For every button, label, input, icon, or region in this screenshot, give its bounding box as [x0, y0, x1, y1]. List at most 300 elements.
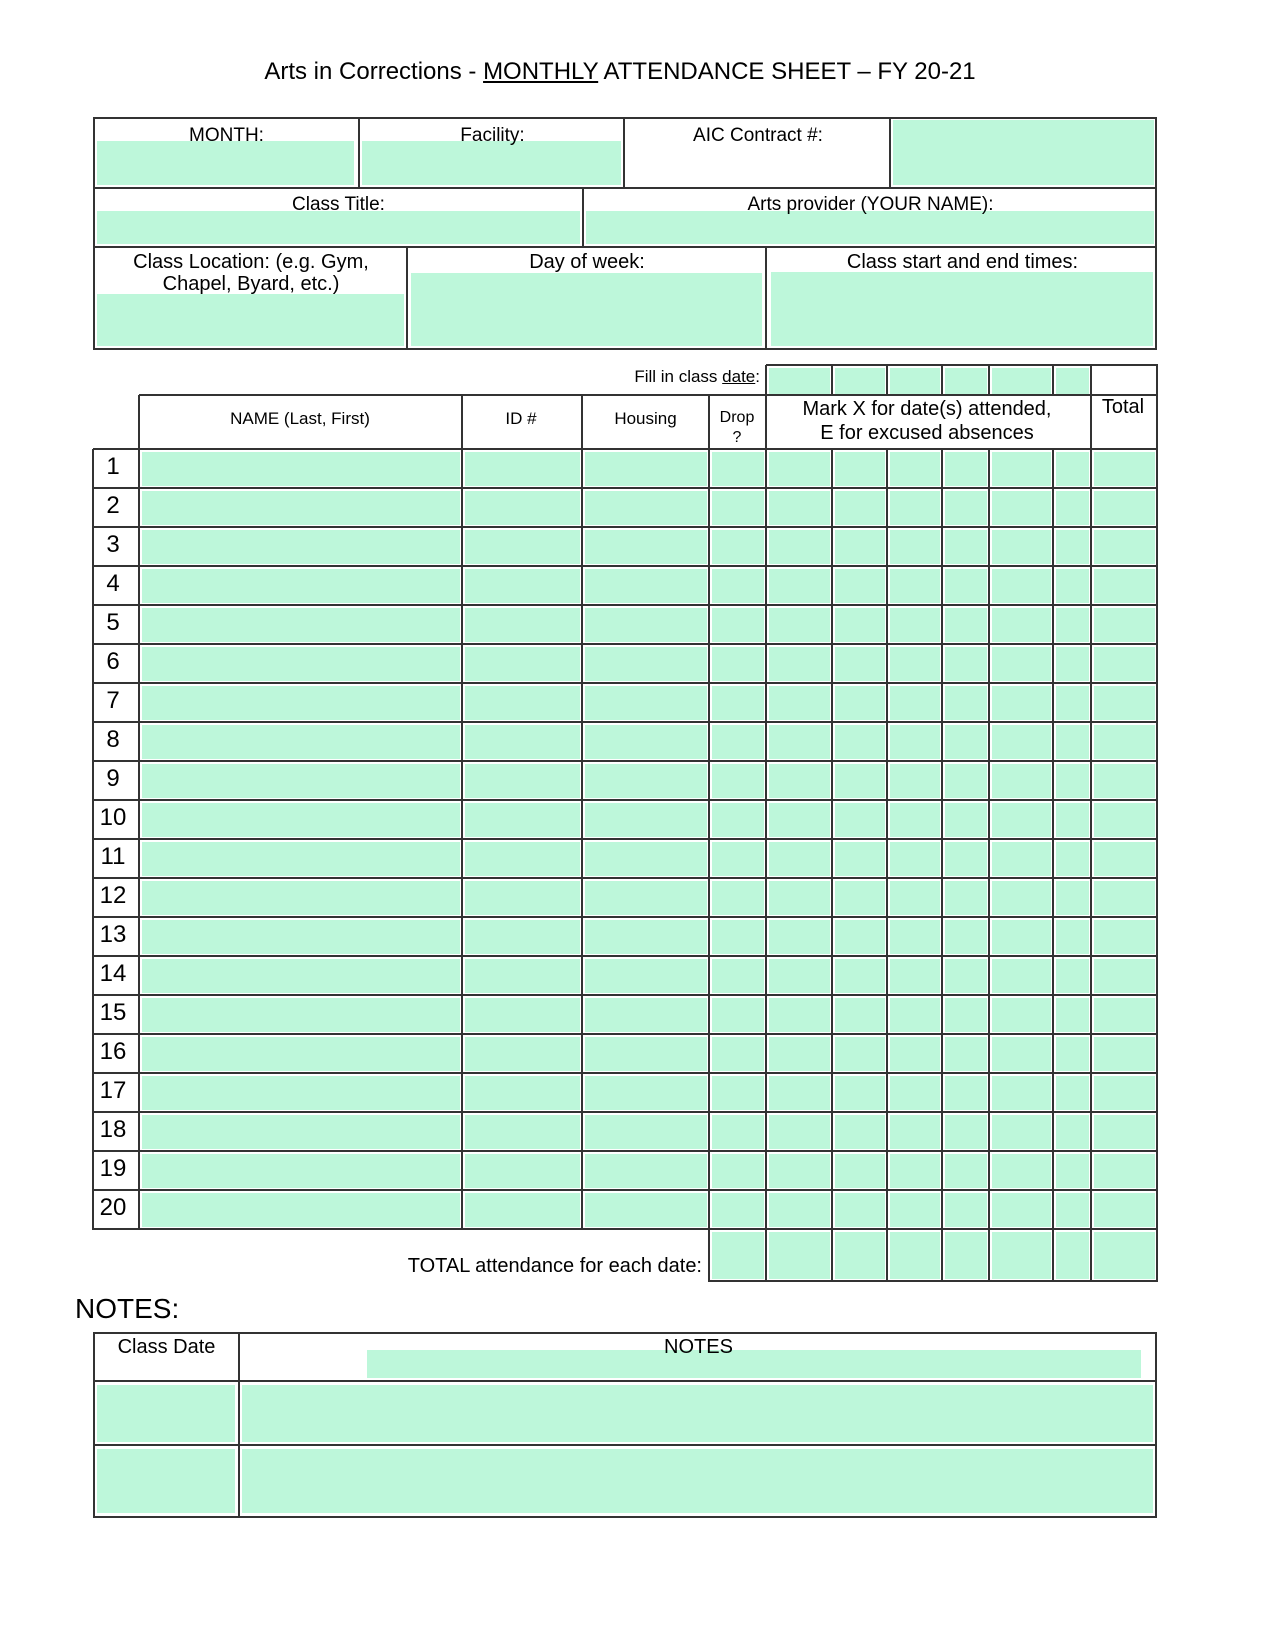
cell-drop[interactable] [712, 530, 764, 564]
cell-date-6[interactable] [1056, 959, 1089, 993]
grid-line [886, 449, 888, 1230]
row-number: 14 [99, 960, 127, 987]
cell-date-4[interactable] [945, 491, 987, 525]
cell-name[interactable] [142, 491, 460, 525]
cell-drop[interactable] [712, 452, 764, 486]
cell-date-4[interactable] [945, 686, 987, 720]
cell-date-4[interactable] [945, 959, 987, 993]
cell-total[interactable] [1094, 920, 1155, 954]
cell-date-2[interactable] [835, 530, 885, 564]
grid-line [765, 365, 767, 396]
col-header-name: NAME (Last, First) [230, 409, 370, 428]
cell-date-6[interactable] [1056, 647, 1089, 681]
grid-line [93, 955, 1158, 957]
cell-housing[interactable] [585, 725, 707, 759]
cell-id[interactable] [465, 1037, 580, 1071]
cell-housing[interactable] [585, 608, 707, 642]
cell-drop[interactable] [712, 1037, 764, 1071]
divider [406, 246, 408, 350]
cell-date-5[interactable] [992, 1115, 1051, 1149]
cell-date-1[interactable] [769, 1154, 830, 1188]
cell-date-2[interactable] [835, 608, 885, 642]
row-number: 4 [106, 570, 120, 597]
cell-drop[interactable] [712, 920, 764, 954]
grid-line [93, 760, 1158, 762]
cell-name[interactable] [142, 608, 460, 642]
cell-date-1[interactable] [769, 959, 830, 993]
cell-date-6[interactable] [1056, 1115, 1089, 1149]
cell-housing[interactable] [585, 842, 707, 876]
cell-date-1[interactable] [769, 1076, 830, 1110]
cell-total[interactable] [1094, 725, 1155, 759]
cell-id[interactable] [465, 608, 580, 642]
row-number: 20 [99, 1194, 127, 1221]
fill-date-label: Fill in class date: [634, 367, 760, 386]
cell-date-1[interactable] [769, 803, 830, 837]
cell-date-2[interactable] [835, 764, 885, 798]
cell-housing[interactable] [585, 920, 707, 954]
row-number: 18 [99, 1116, 127, 1143]
cell-date-3[interactable] [890, 686, 940, 720]
cell-housing[interactable] [585, 881, 707, 915]
total-cell[interactable] [992, 1232, 1051, 1279]
cell-id[interactable] [465, 452, 580, 486]
divider [93, 1380, 1157, 1382]
cell-id[interactable] [465, 725, 580, 759]
cell-name[interactable] [142, 764, 460, 798]
grid-line [988, 449, 990, 1230]
row-number: 3 [106, 531, 120, 558]
cell-date-4[interactable] [945, 452, 987, 486]
class-date-cell-2[interactable] [835, 368, 885, 394]
cell-id[interactable] [465, 569, 580, 603]
cell-date-5[interactable] [992, 491, 1051, 525]
cell-drop[interactable] [712, 959, 764, 993]
notes-heading: NOTES: [75, 1293, 180, 1324]
cell-date-6[interactable] [1056, 530, 1089, 564]
grid-line [93, 565, 1158, 567]
cell-date-5[interactable] [992, 686, 1051, 720]
cell-date-2[interactable] [835, 725, 885, 759]
row-number: 2 [106, 492, 120, 519]
cell-date-3[interactable] [890, 1154, 940, 1188]
cell-drop[interactable] [712, 881, 764, 915]
cell-date-1[interactable] [769, 1037, 830, 1071]
cell-drop[interactable] [712, 998, 764, 1032]
cell-total[interactable] [1094, 569, 1155, 603]
cell-date-6[interactable] [1056, 803, 1089, 837]
cell-total[interactable] [1094, 959, 1155, 993]
total-cell[interactable] [835, 1232, 885, 1279]
cell-name[interactable] [142, 725, 460, 759]
grid-line [93, 1111, 1158, 1113]
cell-name[interactable] [142, 1037, 460, 1071]
cell-total[interactable] [1094, 608, 1155, 642]
cell-date-4[interactable] [945, 803, 987, 837]
cell-date-4[interactable] [945, 647, 987, 681]
row-number: 16 [99, 1038, 127, 1065]
cell-date-4[interactable] [945, 1193, 987, 1227]
divider [582, 187, 584, 248]
cell-housing[interactable] [585, 1115, 707, 1149]
notes-col-notes: NOTES [664, 1336, 733, 1358]
cell-housing[interactable] [585, 1037, 707, 1071]
cell-drop[interactable] [712, 842, 764, 876]
cell-date-6[interactable] [1056, 569, 1089, 603]
header-row-2 [93, 187, 1157, 248]
grid-line [93, 1150, 1158, 1152]
cell-date-6[interactable] [1056, 686, 1089, 720]
month-label: MONTH: [189, 125, 264, 146]
class-location-label: Class Location: (e.g. Gym, Chapel, Byard, etc.) [133, 251, 369, 295]
cell-date-4[interactable] [945, 1037, 987, 1071]
cell-date-1[interactable] [769, 491, 830, 525]
grid-line [93, 877, 1158, 879]
cell-date-1[interactable] [769, 452, 830, 486]
cell-date-6[interactable] [1056, 1193, 1089, 1227]
cell-total[interactable] [1094, 1193, 1155, 1227]
header-row-1 [93, 117, 1157, 189]
cell-date-1[interactable] [769, 530, 830, 564]
cell-date-3[interactable] [890, 764, 940, 798]
grid-line [765, 449, 767, 1230]
col-header-mark: Mark X for date(s) attended, E for excused absences [802, 398, 1052, 444]
cell-housing[interactable] [585, 1193, 707, 1227]
cell-total[interactable] [1094, 1115, 1155, 1149]
cell-total[interactable] [1094, 647, 1155, 681]
cell-date-5[interactable] [992, 1154, 1051, 1188]
cell-drop[interactable] [712, 491, 764, 525]
cell-date-1[interactable] [769, 608, 830, 642]
contract-label: AIC Contract #: [693, 125, 823, 146]
class-date-cell-6[interactable] [1056, 368, 1089, 394]
cell-date-1[interactable] [769, 920, 830, 954]
cell-id[interactable] [465, 920, 580, 954]
cell-drop[interactable] [712, 1154, 764, 1188]
cell-date-3[interactable] [890, 959, 940, 993]
cell-id[interactable] [465, 803, 580, 837]
cell-date-5[interactable] [992, 764, 1051, 798]
total-cell[interactable] [890, 1232, 940, 1279]
notes-col-date: Class Date [117, 1336, 216, 1358]
cell-date-2[interactable] [835, 803, 885, 837]
cell-date-5[interactable] [992, 1037, 1051, 1071]
cell-date-3[interactable] [890, 608, 940, 642]
cell-date-6[interactable] [1056, 608, 1089, 642]
cell-total[interactable] [1094, 881, 1155, 915]
cell-date-3[interactable] [890, 452, 940, 486]
grid-line [461, 449, 463, 1230]
cell-name[interactable] [142, 959, 460, 993]
cell-date-6[interactable] [1056, 1076, 1089, 1110]
cell-date-4[interactable] [945, 842, 987, 876]
cell-date-2[interactable] [835, 452, 885, 486]
cell-date-3[interactable] [890, 1076, 940, 1110]
grid-line [93, 916, 1158, 918]
divider [889, 117, 891, 189]
class-date-cell-1[interactable] [769, 368, 830, 394]
cell-total[interactable] [1094, 1076, 1155, 1110]
cell-drop[interactable] [712, 764, 764, 798]
total-cell[interactable] [1056, 1232, 1089, 1279]
cell-date-5[interactable] [992, 842, 1051, 876]
grid-line [1090, 1229, 1092, 1282]
grid-line [1156, 365, 1158, 396]
cell-housing[interactable] [585, 998, 707, 1032]
grid-line [93, 994, 1158, 996]
cell-date-3[interactable] [890, 725, 940, 759]
cell-housing[interactable] [585, 569, 707, 603]
cell-date-2[interactable] [835, 1193, 885, 1227]
grid-line [1052, 365, 1054, 396]
cell-drop[interactable] [712, 1115, 764, 1149]
cell-date-3[interactable] [890, 647, 940, 681]
cell-date-1[interactable] [769, 647, 830, 681]
cell-total[interactable] [1094, 686, 1155, 720]
cell-id[interactable] [465, 1076, 580, 1110]
cell-name[interactable] [142, 803, 460, 837]
cell-date-6[interactable] [1056, 725, 1089, 759]
cell-name[interactable] [142, 569, 460, 603]
grid-line [1052, 1229, 1054, 1282]
cell-date-6[interactable] [1056, 764, 1089, 798]
cell-date-1[interactable] [769, 1193, 830, 1227]
cell-id[interactable] [465, 1154, 580, 1188]
cell-drop[interactable] [712, 647, 764, 681]
cell-date-4[interactable] [945, 530, 987, 564]
cell-name[interactable] [142, 842, 460, 876]
cell-date-1[interactable] [769, 1115, 830, 1149]
cell-date-4[interactable] [945, 1076, 987, 1110]
cell-housing[interactable] [585, 1076, 707, 1110]
cell-date-5[interactable] [992, 452, 1051, 486]
cell-id[interactable] [465, 530, 580, 564]
cell-id[interactable] [465, 959, 580, 993]
cell-date-6[interactable] [1056, 491, 1089, 525]
grid-line [708, 1229, 710, 1282]
cell-date-5[interactable] [992, 959, 1051, 993]
cell-date-2[interactable] [835, 569, 885, 603]
cell-date-3[interactable] [890, 530, 940, 564]
cell-housing[interactable] [585, 491, 707, 525]
grid-line [93, 1228, 1158, 1230]
cell-date-6[interactable] [1056, 920, 1089, 954]
cell-name[interactable] [142, 647, 460, 681]
cell-date-3[interactable] [890, 1037, 940, 1071]
cell-name[interactable] [142, 686, 460, 720]
cell-housing[interactable] [585, 452, 707, 486]
cell-date-2[interactable] [835, 647, 885, 681]
grid-line [831, 449, 833, 1230]
cell-housing[interactable] [585, 1154, 707, 1188]
cell-drop[interactable] [712, 1193, 764, 1227]
cell-total[interactable] [1094, 1154, 1155, 1188]
grid-line [139, 394, 1158, 396]
cell-name[interactable] [142, 452, 460, 486]
cell-date-4[interactable] [945, 764, 987, 798]
cell-total[interactable] [1094, 491, 1155, 525]
cell-name[interactable] [142, 1154, 460, 1188]
cell-date-5[interactable] [992, 569, 1051, 603]
cell-date-6[interactable] [1056, 1154, 1089, 1188]
cell-date-1[interactable] [769, 881, 830, 915]
cell-name[interactable] [142, 1076, 460, 1110]
cell-id[interactable] [465, 491, 580, 525]
cell-date-5[interactable] [992, 1193, 1051, 1227]
cell-date-5[interactable] [992, 647, 1051, 681]
cell-date-5[interactable] [992, 998, 1051, 1032]
cell-date-2[interactable] [835, 1115, 885, 1149]
grid-line [988, 365, 990, 396]
grid-line [93, 526, 1158, 528]
cell-total[interactable] [1094, 803, 1155, 837]
cell-name[interactable] [142, 881, 460, 915]
cell-name[interactable] [142, 1193, 460, 1227]
cell-date-5[interactable] [992, 530, 1051, 564]
cell-id[interactable] [465, 1193, 580, 1227]
cell-housing[interactable] [585, 530, 707, 564]
cell-housing[interactable] [585, 764, 707, 798]
cell-date-1[interactable] [769, 842, 830, 876]
cell-date-2[interactable] [835, 1154, 885, 1188]
cell-date-1[interactable] [769, 998, 830, 1032]
cell-date-4[interactable] [945, 920, 987, 954]
cell-total[interactable] [1094, 1037, 1155, 1071]
cell-date-2[interactable] [835, 842, 885, 876]
cell-date-3[interactable] [890, 920, 940, 954]
cell-id[interactable] [465, 1115, 580, 1149]
cell-date-2[interactable] [835, 491, 885, 525]
cell-date-5[interactable] [992, 920, 1051, 954]
cell-date-1[interactable] [769, 569, 830, 603]
cell-id[interactable] [465, 842, 580, 876]
row-number: 8 [106, 726, 120, 753]
cell-date-4[interactable] [945, 1154, 987, 1188]
cell-date-3[interactable] [890, 1115, 940, 1149]
day-of-week-label: Day of week: [529, 251, 645, 273]
cell-housing[interactable] [585, 686, 707, 720]
grid-line [941, 365, 943, 396]
grid-line [93, 487, 1158, 489]
cell-date-6[interactable] [1056, 1037, 1089, 1071]
cell-name[interactable] [142, 530, 460, 564]
class-date-cell-5[interactable] [992, 368, 1051, 394]
cell-date-3[interactable] [890, 569, 940, 603]
cell-date-3[interactable] [890, 1193, 940, 1227]
cell-date-5[interactable] [992, 608, 1051, 642]
grid-line [886, 365, 888, 396]
cell-name[interactable] [142, 920, 460, 954]
cell-id[interactable] [465, 881, 580, 915]
cell-id[interactable] [465, 686, 580, 720]
cell-drop[interactable] [712, 686, 764, 720]
header-row-3 [93, 246, 1157, 350]
grid-line [1156, 449, 1158, 1230]
grid-line [1156, 1229, 1158, 1282]
cell-date-3[interactable] [890, 998, 940, 1032]
cell-date-4[interactable] [945, 1115, 987, 1149]
grid-line [93, 643, 1158, 645]
cell-total[interactable] [1094, 998, 1155, 1032]
cell-id[interactable] [465, 998, 580, 1032]
cell-drop[interactable] [712, 803, 764, 837]
cell-date-4[interactable] [945, 725, 987, 759]
class-date-cell-3[interactable] [890, 368, 940, 394]
cell-date-3[interactable] [890, 842, 940, 876]
col-header-housing: Housing [614, 409, 677, 428]
col-header-id: ID # [505, 409, 537, 428]
class-date-cell-4[interactable] [945, 368, 987, 394]
cell-total[interactable] [1094, 764, 1155, 798]
grid-line [831, 1229, 833, 1282]
total-cell[interactable] [769, 1232, 830, 1279]
cell-date-5[interactable] [992, 725, 1051, 759]
cell-drop[interactable] [712, 608, 764, 642]
cell-date-2[interactable] [835, 998, 885, 1032]
grid-line [765, 1229, 767, 1282]
cell-housing[interactable] [585, 803, 707, 837]
row-number: 10 [99, 804, 127, 831]
cell-drop[interactable] [712, 1076, 764, 1110]
cell-date-3[interactable] [890, 491, 940, 525]
cell-total[interactable] [1094, 452, 1155, 486]
cell-date-4[interactable] [945, 881, 987, 915]
grid-line [941, 449, 943, 1230]
total-cell[interactable] [945, 1232, 987, 1279]
cell-date-5[interactable] [992, 881, 1051, 915]
cell-date-2[interactable] [835, 1037, 885, 1071]
col-header-total: Total [1101, 396, 1145, 418]
cell-date-1[interactable] [769, 764, 830, 798]
total-cell[interactable] [712, 1232, 764, 1279]
grid-line [1090, 449, 1092, 1230]
cell-date-4[interactable] [945, 608, 987, 642]
cell-id[interactable] [465, 764, 580, 798]
cell-date-1[interactable] [769, 725, 830, 759]
cell-date-6[interactable] [1056, 881, 1089, 915]
cell-housing[interactable] [585, 959, 707, 993]
cell-date-2[interactable] [835, 920, 885, 954]
cell-date-2[interactable] [835, 959, 885, 993]
cell-date-6[interactable] [1056, 452, 1089, 486]
grid-line [93, 1189, 1158, 1191]
cell-date-3[interactable] [890, 881, 940, 915]
cell-housing[interactable] [585, 647, 707, 681]
cell-date-2[interactable] [835, 881, 885, 915]
cell-date-6[interactable] [1056, 998, 1089, 1032]
cell-date-5[interactable] [992, 1076, 1051, 1110]
cell-date-2[interactable] [835, 1076, 885, 1110]
cell-date-4[interactable] [945, 998, 987, 1032]
cell-total[interactable] [1094, 842, 1155, 876]
cell-total[interactable] [1094, 530, 1155, 564]
cell-date-3[interactable] [890, 803, 940, 837]
cell-date-6[interactable] [1056, 842, 1089, 876]
row-number: 19 [99, 1155, 127, 1182]
cell-id[interactable] [465, 647, 580, 681]
cell-date-1[interactable] [769, 686, 830, 720]
divider [93, 1444, 1157, 1446]
total-cell[interactable] [1094, 1232, 1155, 1279]
cell-name[interactable] [142, 1115, 460, 1149]
cell-drop[interactable] [712, 725, 764, 759]
title-emphasis: MONTHLY [483, 58, 599, 85]
cell-date-5[interactable] [992, 803, 1051, 837]
cell-name[interactable] [142, 998, 460, 1032]
cell-date-4[interactable] [945, 569, 987, 603]
cell-date-2[interactable] [835, 686, 885, 720]
cell-drop[interactable] [712, 569, 764, 603]
